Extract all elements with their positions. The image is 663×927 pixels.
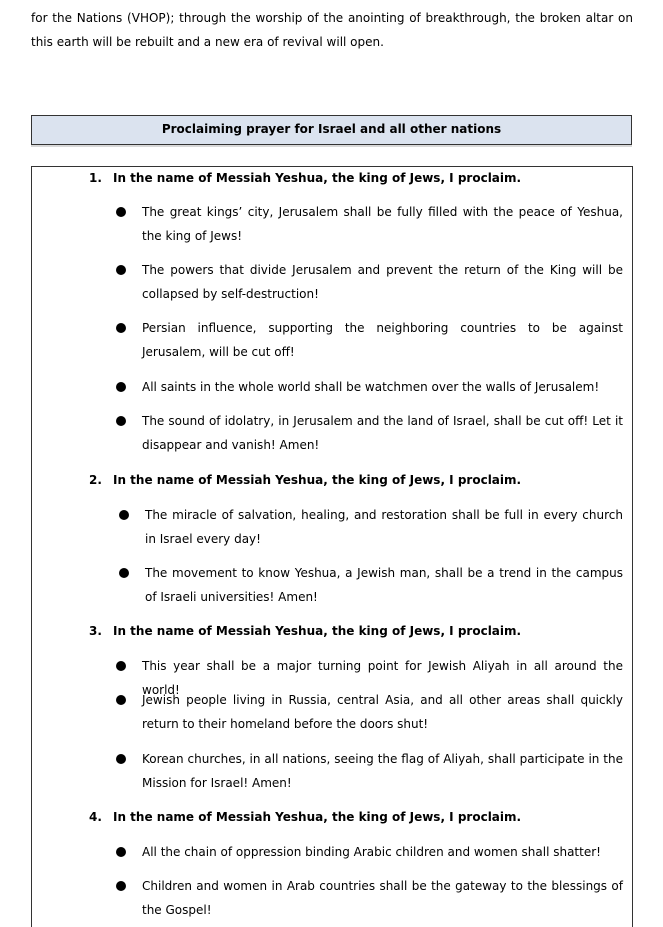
intro-paragraph: for the Nations (VHOP); through the worship of the anointing of breakthrough, the broken altar on this earth will be rebuilt and a new era of revival will open. xyxy=(31,11,633,49)
section-heading-text: In the name of Messiah Yeshua, the king of Jews, I proclaim. xyxy=(113,624,522,638)
bullet-icon xyxy=(116,382,126,392)
bullet-icon xyxy=(116,695,126,705)
title-box xyxy=(31,115,632,145)
section-number: 3. xyxy=(89,624,102,638)
bullet-icon xyxy=(119,568,129,578)
section-heading xyxy=(89,805,521,829)
bullet-icon xyxy=(119,510,129,520)
list-item: All saints in the whole world shall be watchmen over the walls of Jerusalem! xyxy=(142,380,600,394)
bullet-icon xyxy=(116,416,126,426)
section-number: 2. xyxy=(89,473,102,487)
list-item: Persian influence, supporting the neighboring countries to be against Jerusalem, will be cut off! xyxy=(142,321,623,359)
bullet-icon xyxy=(116,847,126,857)
bullet-icon xyxy=(116,881,126,891)
section-heading xyxy=(89,468,521,492)
list-item: Korean churches, in all nations, seeing the flag of Aliyah, shall participate in the Mission for Israel! Amen! xyxy=(142,752,623,790)
bullet-icon xyxy=(116,323,126,333)
section-heading-text: In the name of Messiah Yeshua, the king of Jews, I proclaim. xyxy=(113,810,522,824)
section-heading xyxy=(89,166,521,190)
list-item: This year shall be a major turning point for Jewish Aliyah in all around the world! xyxy=(142,659,623,697)
bullet-icon xyxy=(116,661,126,671)
bullet-icon xyxy=(116,207,126,217)
list-item: The sound of idolatry, in Jerusalem and the land of Israel, shall be cut off! Let it disappear and vanish! Amen! xyxy=(142,414,623,452)
bullet-icon xyxy=(116,265,126,275)
list-item: Jewish people living in Russia, central Asia, and all other areas shall quickly return to their homeland before the doors shut! xyxy=(142,693,623,731)
list-item: The movement to know Yeshua, a Jewish man, shall be a trend in the campus of Israeli universities! Amen! xyxy=(145,566,623,604)
section-heading xyxy=(89,619,521,643)
list-item: The powers that divide Jerusalem and prevent the return of the King will be collapsed by self-destruction! xyxy=(142,263,623,301)
section-heading-text: In the name of Messiah Yeshua, the king of Jews, I proclaim. xyxy=(113,473,522,487)
section-title: Proclaiming prayer for Israel and all other nations xyxy=(161,122,502,136)
section-heading-text: In the name of Messiah Yeshua, the king of Jews, I proclaim. xyxy=(113,171,522,185)
list-item: Children and women in Arab countries shall be the gateway to the blessings of the Gospel! xyxy=(142,879,623,917)
list-item: The miracle of salvation, healing, and restoration shall be full in every church in Israel every day! xyxy=(145,508,623,546)
section-number: 1. xyxy=(89,171,102,185)
bullet-icon xyxy=(116,754,126,764)
list-item: The great kings’ city, Jerusalem shall be fully filled with the peace of Yeshua, the king of Jews! xyxy=(142,205,623,243)
section-number: 4. xyxy=(89,810,102,824)
list-item: All the chain of oppression binding Arabic children and women shall shatter! xyxy=(142,845,601,859)
